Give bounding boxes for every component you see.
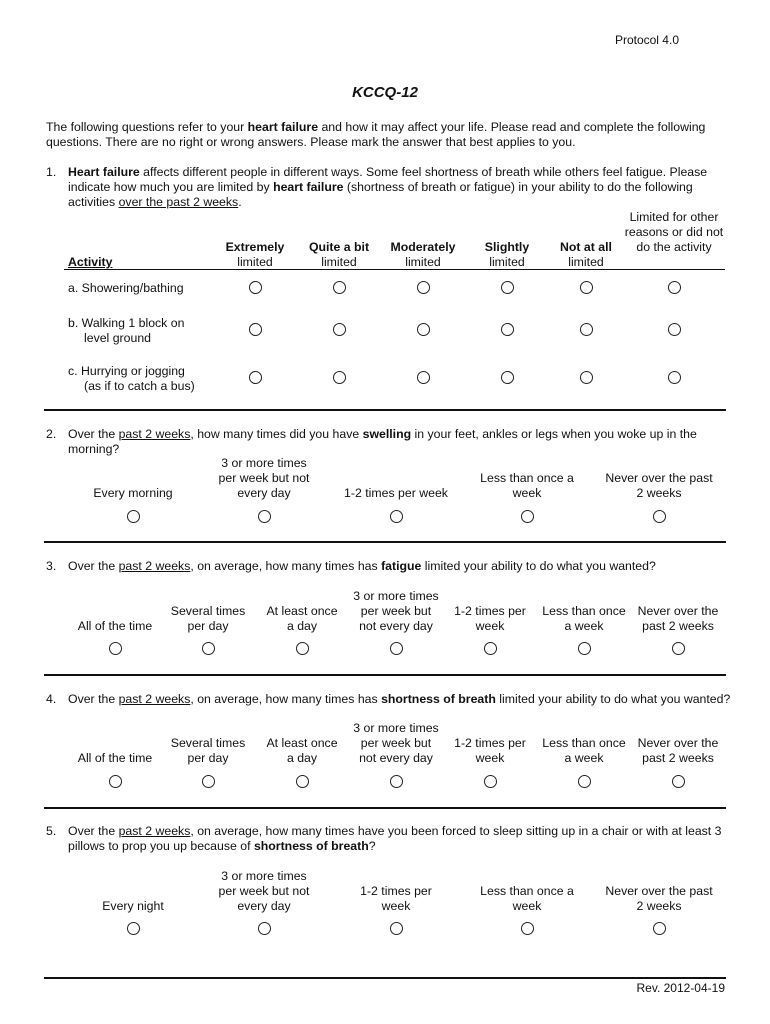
q5-option-text: 1-2 times per week	[360, 884, 432, 913]
q5-text-part: Over the	[68, 824, 119, 838]
q2-bold: swelling	[362, 427, 412, 441]
q2-option-5-label	[604, 456, 714, 501]
q4-option-7-radio[interactable]	[672, 775, 685, 788]
q5-option-3-radio[interactable]	[390, 922, 403, 935]
section-divider	[44, 409, 726, 411]
q1-text	[68, 165, 736, 210]
q3-underlined-period: past 2 weeks	[118, 559, 191, 573]
q2-text-part: Over the	[68, 427, 119, 441]
q1-header-rule	[64, 269, 725, 270]
q4-underlined-period: past 2 weeks	[118, 692, 191, 706]
q2-option-text: Less than once a week	[480, 471, 574, 500]
q2-text-part: , how many times did you have	[190, 427, 363, 441]
q2-option-3-radio[interactable]	[390, 510, 403, 523]
q4-option-3-label	[262, 721, 342, 766]
q3-option-text: 1-2 times per week	[454, 604, 526, 633]
q5-option-1-radio[interactable]	[127, 922, 140, 935]
q4-number: 4.	[46, 692, 57, 706]
q2-option-5-radio[interactable]	[653, 510, 666, 523]
q4-option-7-label	[631, 721, 725, 766]
q1-col-header-bottom: limited	[489, 255, 525, 269]
q1b-option-5-radio[interactable]	[580, 323, 593, 336]
q4-text-part: Over the	[68, 692, 119, 706]
q1-row-b-label	[68, 316, 184, 346]
q1-bold: heart failure	[273, 180, 344, 194]
q1-row-b-line1: b. Walking 1 block on	[68, 316, 185, 330]
q3-option-1-radio[interactable]	[109, 642, 122, 655]
q1-row-b-line2: level ground	[84, 331, 151, 345]
q3-option-4-label	[351, 589, 441, 634]
q4-option-6-label	[539, 721, 629, 766]
q3-option-7-radio[interactable]	[672, 642, 685, 655]
section-divider	[44, 541, 726, 543]
q5-option-text: Every night	[102, 899, 164, 913]
q2-option-2-label	[214, 456, 314, 501]
q3-option-3-label	[262, 589, 342, 634]
q3-option-4-radio[interactable]	[390, 642, 403, 655]
q5-option-text: Less than once a week	[480, 884, 574, 913]
q5-option-3-label	[356, 869, 436, 914]
q5-text-part: ?	[368, 839, 376, 853]
q2-text-part: in your feet, ankles or legs when you woke up in the morning?	[68, 427, 697, 456]
q3-text	[68, 559, 736, 574]
q2-option-4-label	[477, 456, 577, 501]
q4-option-text: Never over the past 2 weeks	[637, 736, 719, 765]
section-divider	[44, 674, 726, 676]
q1-row-c-line1: c. Hurrying or jogging	[68, 364, 185, 378]
q4-option-3-radio[interactable]	[296, 775, 309, 788]
q1-col-header-top: Moderately	[390, 240, 456, 254]
q1b-option-4-radio[interactable]	[501, 323, 514, 336]
q2-number: 2.	[46, 427, 57, 441]
q4-option-2-label	[163, 721, 253, 766]
q4-option-5-radio[interactable]	[484, 775, 497, 788]
q1c-option-5-radio[interactable]	[580, 371, 593, 384]
q1c-option-4-radio[interactable]	[501, 371, 514, 384]
q1-text-part: (shortness of breath or fatigue) in your ability to do the following activities	[68, 180, 693, 209]
q5-option-2-label	[214, 869, 314, 914]
q5-text-part: , on average, how many times have you been forced to sleep sitting up in a chair or with at least 3 pillows to prop you up because of	[68, 824, 722, 853]
q3-option-text: All of the time	[77, 619, 153, 633]
q2-text	[68, 427, 736, 457]
q1a-option-2-radio[interactable]	[333, 281, 346, 294]
q3-option-text: At least once a day	[266, 604, 338, 633]
q4-option-6-radio[interactable]	[578, 775, 591, 788]
q5-option-4-label	[477, 869, 577, 914]
q1-col-header-top: Slightly	[484, 240, 530, 254]
q2-option-text: 1-2 times per week	[344, 486, 448, 500]
q4-option-4-label	[351, 721, 441, 766]
q1c-option-6-radio[interactable]	[668, 371, 681, 384]
q1b-option-6-radio[interactable]	[668, 323, 681, 336]
q2-option-3-label	[336, 456, 456, 501]
q1a-option-6-radio[interactable]	[668, 281, 681, 294]
q3-option-7-label	[631, 589, 725, 634]
q4-option-text: Several times per day	[170, 736, 246, 765]
q1-col-header-bottom: limited	[321, 255, 357, 269]
q5-text	[68, 824, 736, 854]
q1-underlined-period: over the past 2 weeks	[118, 195, 239, 209]
q3-option-5-label	[450, 589, 530, 634]
activity-header: Activity	[68, 255, 113, 269]
q4-option-4-radio[interactable]	[390, 775, 403, 788]
q1-col-header-top: Extremely	[225, 240, 285, 254]
q5-option-5-label	[604, 869, 714, 914]
q1-col-header-bottom: limited	[237, 255, 273, 269]
q1c-option-3-radio[interactable]	[417, 371, 430, 384]
q1-text-part: affects different people in different ways. Some feel shortness of breath while others feel fatigue. Please indicate how much you are limited by	[68, 165, 708, 194]
q1-bold: Heart failure	[68, 165, 140, 179]
q1-number: 1.	[46, 165, 57, 179]
q2-option-2-radio[interactable]	[258, 510, 271, 523]
q3-option-1-label	[75, 589, 155, 634]
q4-text	[68, 692, 736, 707]
q4-option-text: Less than once a week	[542, 736, 626, 765]
q1-row-a-label: a. Showering/bathing	[68, 281, 184, 295]
q4-option-1-radio[interactable]	[109, 775, 122, 788]
q3-option-text: Never over the past 2 weeks	[637, 604, 719, 633]
q4-text-part: limited your ability to do what you wanted?	[495, 692, 731, 706]
intro-text-part: and how it may affect your life. Please read and complete the following questions. There are no right or wrong answers. Please mark the answer that best applies to you.	[46, 120, 706, 149]
q4-option-2-radio[interactable]	[202, 775, 215, 788]
intro-text	[46, 120, 736, 150]
q5-underlined-period: past 2 weeks	[118, 824, 191, 838]
section-divider	[44, 807, 726, 809]
q1-row-c-line2: (as if to catch a bus)	[84, 379, 195, 393]
q2-option-text: Every morning	[93, 486, 173, 500]
protocol-version: Protocol 4.0	[614, 33, 679, 47]
q2-underlined-period: past 2 weeks	[118, 427, 191, 441]
q1b-option-3-radio[interactable]	[417, 323, 430, 336]
q1-text-part: .	[238, 195, 242, 209]
section-divider	[44, 977, 726, 979]
q3-text-part: , on average, how many times has	[190, 559, 382, 573]
q3-option-5-radio[interactable]	[484, 642, 497, 655]
q1b-option-2-radio[interactable]	[333, 323, 346, 336]
page-title: KCCQ-12	[352, 84, 418, 101]
q3-option-text: Less than once a week	[542, 604, 626, 633]
q3-text-part: Over the	[68, 559, 119, 573]
q4-text-part: , on average, how many times has	[190, 692, 382, 706]
q3-option-3-radio[interactable]	[296, 642, 309, 655]
q1-col-header-top: Quite a bit	[308, 240, 370, 254]
q4-option-text: At least once a day	[266, 736, 338, 765]
q1-col-header-bottom: limited	[568, 255, 604, 269]
q1-row-c-label	[68, 364, 195, 394]
q5-option-text: 3 or more times per week but not every day	[218, 869, 310, 913]
q4-option-5-label	[450, 721, 530, 766]
q3-option-text: Several times per day	[170, 604, 246, 633]
q3-option-2-radio[interactable]	[202, 642, 215, 655]
q5-number: 5.	[46, 824, 57, 838]
q4-bold: shortness of breath	[381, 692, 496, 706]
q2-option-1-label	[78, 456, 188, 501]
q3-text-part: limited your ability to do what you wanted?	[421, 559, 656, 573]
q1c-option-2-radio[interactable]	[333, 371, 346, 384]
q1a-option-5-radio[interactable]	[580, 281, 593, 294]
q4-option-1-label	[75, 721, 155, 766]
q2-option-1-radio[interactable]	[127, 510, 140, 523]
q5-bold: shortness of breath	[253, 839, 369, 853]
q3-option-text: 3 or more times per week but not every day	[353, 589, 439, 633]
q1c-option-1-radio[interactable]	[249, 371, 262, 384]
q2-option-text: 3 or more times per week but not every day	[218, 456, 310, 500]
intro-bold-heart-failure: heart failure	[247, 120, 319, 134]
q4-option-text: 3 or more times per week but not every day	[353, 721, 439, 765]
q3-option-6-label	[539, 589, 629, 634]
q1-col-header-6: Limited for other reasons or did not do the activity	[624, 210, 724, 254]
q2-option-text: Never over the past 2 weeks	[605, 471, 713, 500]
q1a-option-4-radio[interactable]	[501, 281, 514, 294]
q3-option-6-radio[interactable]	[578, 642, 591, 655]
q5-option-text: Never over the past 2 weeks	[605, 884, 713, 913]
q1b-option-1-radio[interactable]	[249, 323, 262, 336]
q3-number: 3.	[46, 559, 57, 573]
q5-option-4-radio[interactable]	[521, 922, 534, 935]
revision-date: Rev. 2012-04-19	[636, 981, 725, 995]
q5-option-5-radio[interactable]	[653, 922, 666, 935]
q4-option-text: All of the time	[77, 751, 153, 765]
q1a-option-3-radio[interactable]	[417, 281, 430, 294]
q3-option-2-label	[163, 589, 253, 634]
q1a-option-1-radio[interactable]	[249, 281, 262, 294]
intro-text-part: The following questions refer to your	[46, 120, 248, 134]
q1-col-header-top: Not at all	[560, 240, 612, 254]
q1-col-header-bottom: limited	[405, 255, 441, 269]
q4-option-text: 1-2 times per week	[454, 736, 526, 765]
q5-option-1-label	[78, 869, 188, 914]
q5-option-2-radio[interactable]	[258, 922, 271, 935]
q2-option-4-radio[interactable]	[521, 510, 534, 523]
q3-bold: fatigue	[381, 559, 422, 573]
